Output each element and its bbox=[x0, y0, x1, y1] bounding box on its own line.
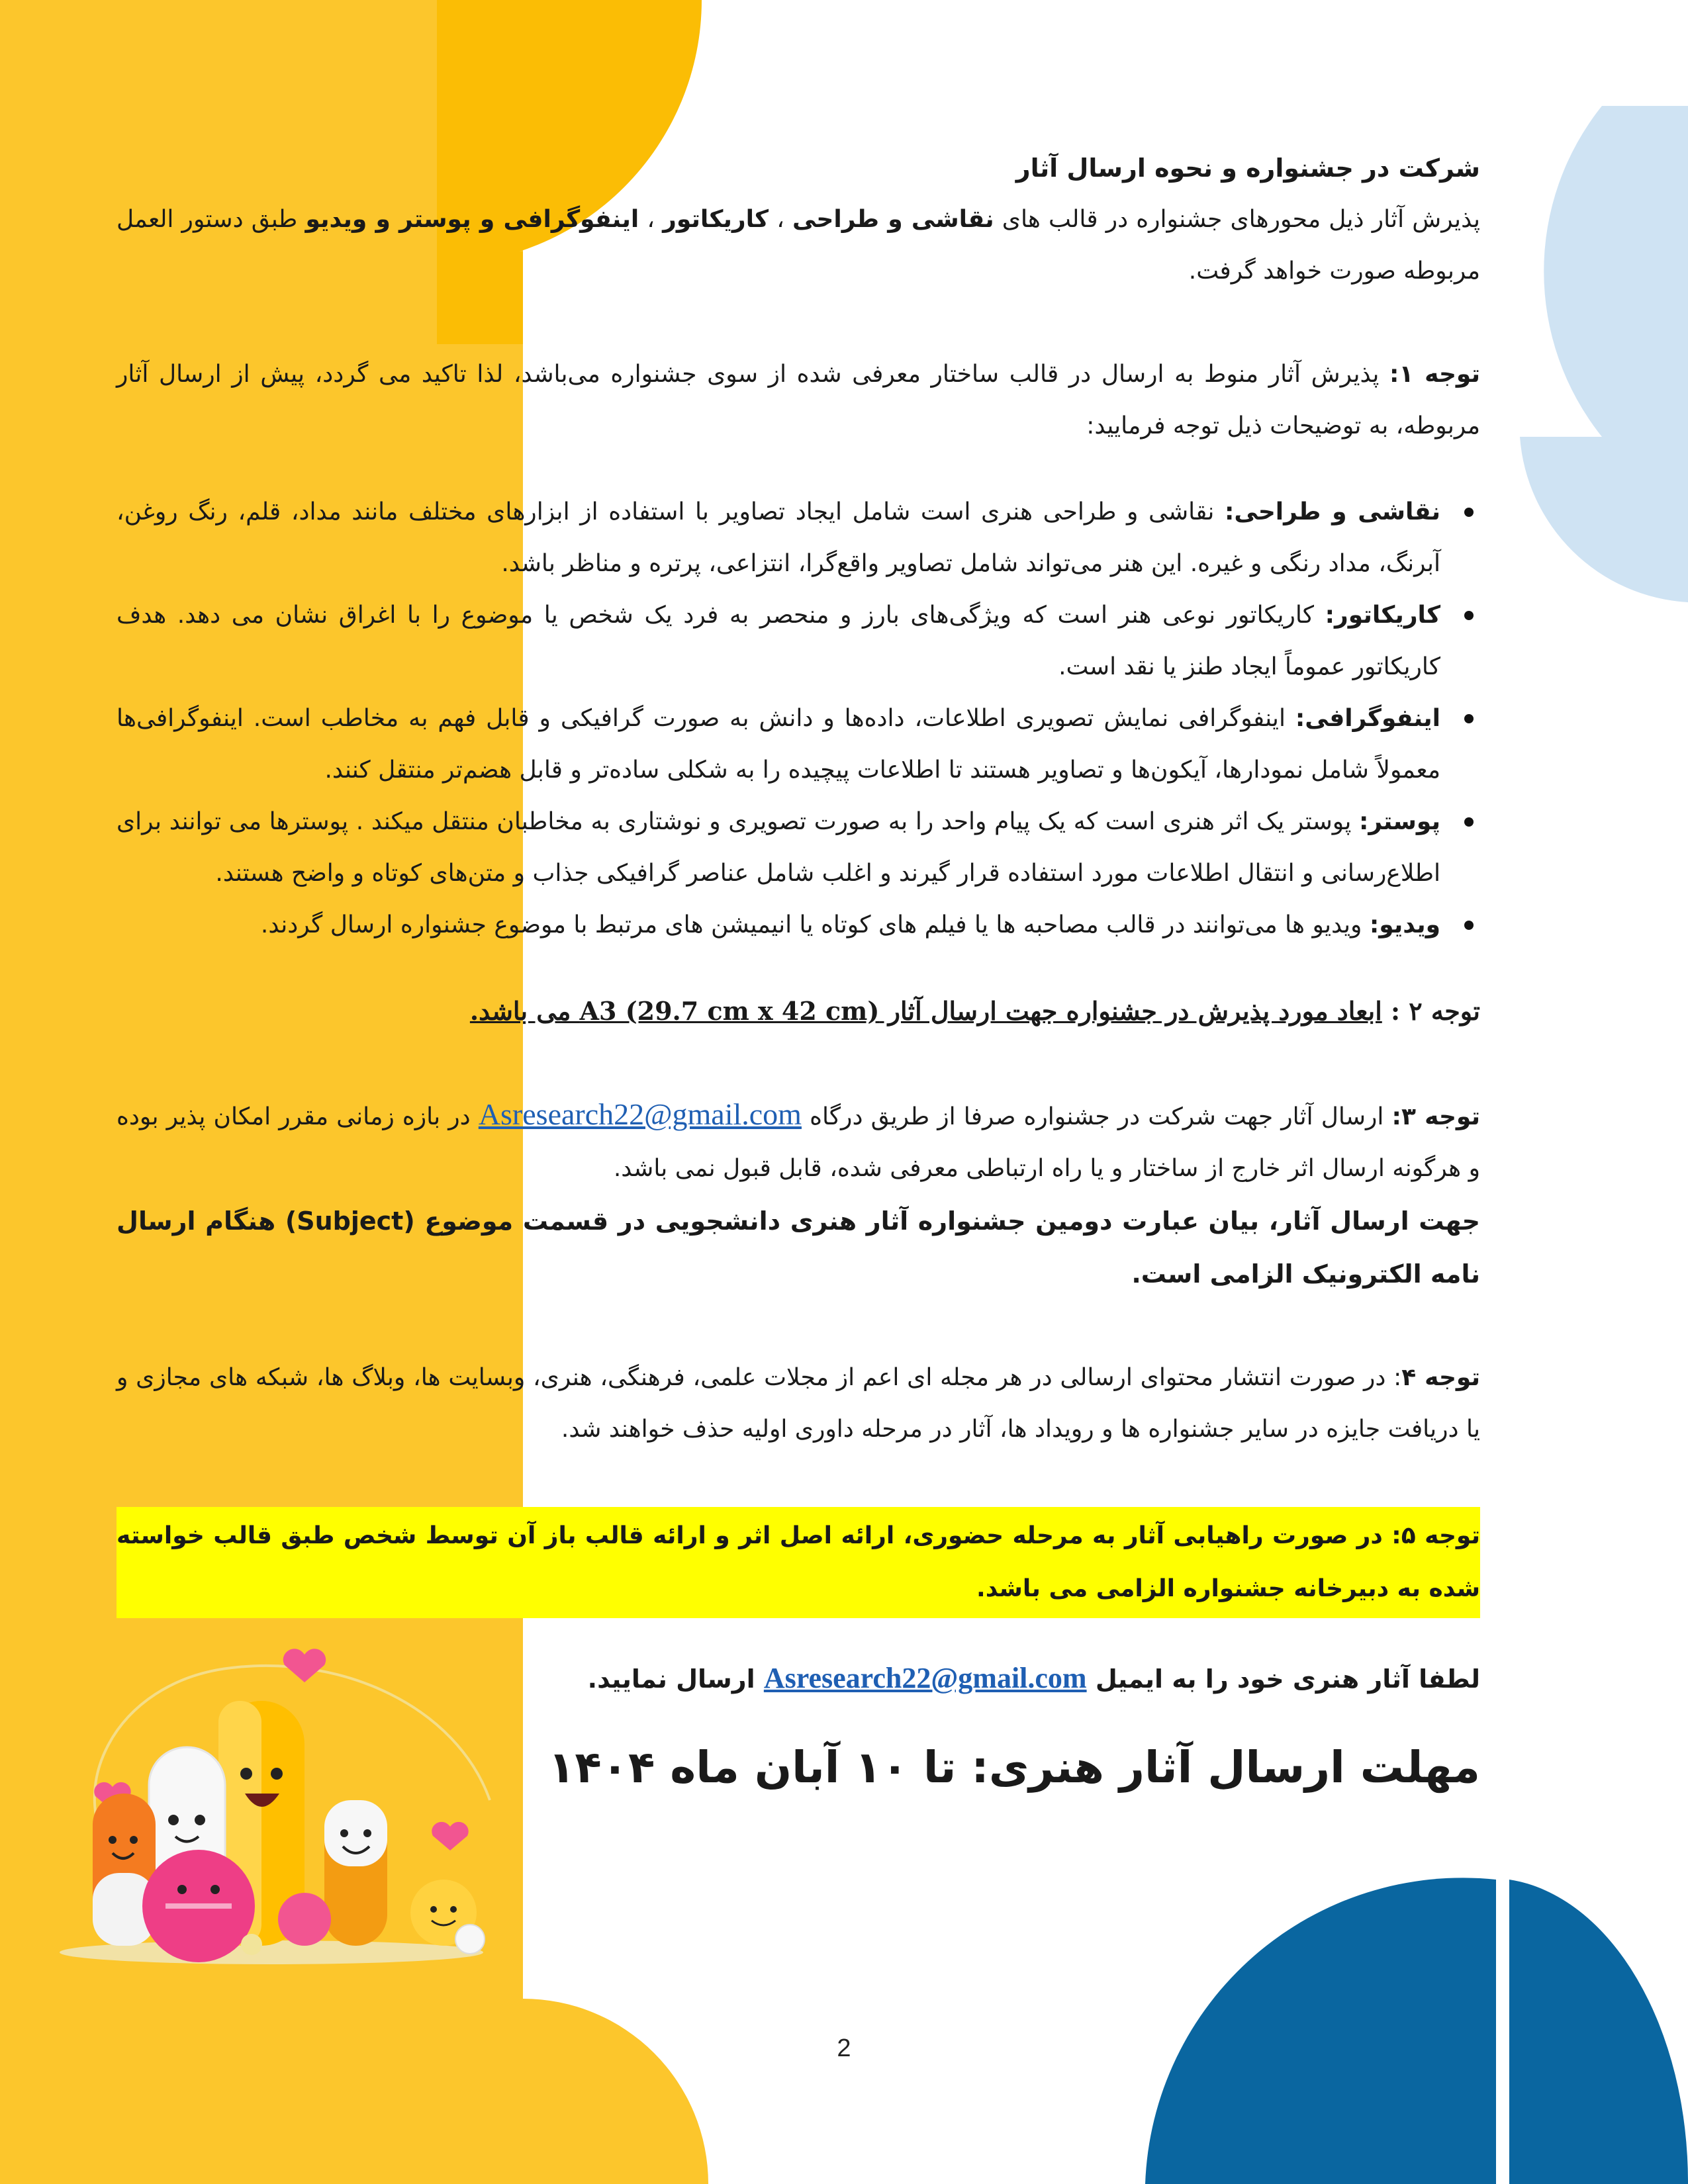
note-3 bbox=[117, 1089, 1480, 1195]
topic-desc: اینفوگرافی نمایش تصویری اطلاعات، داده‌ها و دانش به صورت گرافیکی و قابل فهم به مخاطب است. اینفوگرافی‌ها معمولاً شامل نمودارها، آیکون‌ها و تصاویر هستند تا اطلاعات پیچیده را به شکلی ساده‌تر و قابل هضم‌تر منتقل کنند. bbox=[117, 705, 1440, 784]
email-link[interactable]: Asresearch22@gmail.com bbox=[763, 1662, 1087, 1694]
intro-paragraph bbox=[117, 194, 1480, 297]
topic-term: کاریکاتور: bbox=[1325, 602, 1440, 629]
bottom-right-blue-quarter bbox=[1145, 1878, 1496, 2184]
note-5-highlight: توجه ۵: در صورت راهیابی آثار به مرحله حضوری، ارائه اصل اثر و ارائه قالب باز آن توسط شخص طبق قالب خواسته شده به دبیرخانه جشنواره الزامی می باشد. bbox=[117, 1507, 1480, 1618]
topic-term: اینفوگرافی: bbox=[1295, 705, 1440, 732]
note-3-text-2: در بازه زمانی مقرر امکان پذیر بوده و هرگونه ارسال اثر خارج از ساختار و یا راه ارتباطی معرفی شده، قابل قبول نمی باشد. bbox=[117, 1103, 1480, 1182]
note-2-text: ابعاد مورد پذیرش در جشنواره جهت ارسال آثار A3 (29.7 cm x 42 cm) می باشد. bbox=[469, 996, 1382, 1026]
note-3-text-1: ارسال آثار جهت شرکت در جشنواره صرفا از طریق درگاه bbox=[801, 1103, 1392, 1130]
topic-desc: کاریکاتور نوعی هنر است که ویژگی‌های بارز و منحصر به فرد یک شخص یا موضوع را با اغراق نشان می دهد. هدف کاریکاتور عموماً ایجاد طنز یا نقد است. bbox=[117, 602, 1440, 680]
topics-list bbox=[117, 486, 1480, 951]
email-link[interactable]: Asresearch22@gmail.com bbox=[478, 1097, 802, 1131]
note-3-label: توجه ۳: bbox=[1391, 1103, 1481, 1130]
intro-bold-infographic: اینفوگرافی و پوستر و ویدیو bbox=[305, 206, 639, 233]
right-blue-quarter-top bbox=[1544, 106, 1688, 437]
right-blue-rect-bottom bbox=[1520, 437, 1688, 602]
intro-bold-painting: نقاشی و طراحی bbox=[792, 206, 994, 233]
send-email-line bbox=[117, 1653, 1480, 1705]
list-item bbox=[117, 590, 1440, 693]
intro-text-3: ، bbox=[639, 206, 663, 233]
topic-term: پوستر: bbox=[1359, 808, 1440, 835]
send-email-text-1: لطفا آثار هنری خود را به ایمیل bbox=[1086, 1664, 1480, 1694]
page-content bbox=[117, 142, 1480, 1804]
send-email-text-2: ارسال نمایید. bbox=[587, 1664, 764, 1694]
note-1-text: پذیرش آثار منوط به ارسال در قالب ساختار معرفی شده از سوی جشنواره می‌باشد، لذا تاکید می گردد، پیش از ارسال آثار مربوطه، به توضیحات ذیل توجه فرمایید: bbox=[117, 361, 1480, 439]
topic-term: نقاشی و طراحی: bbox=[1225, 498, 1440, 525]
intro-bold-caricature: کاریکاتور bbox=[663, 206, 769, 233]
intro-text-4: طبق دستور العمل مربوطه صورت خواهد گرفت. bbox=[117, 206, 1480, 285]
note-4-label: توجه ۴ bbox=[1401, 1364, 1480, 1391]
list-item bbox=[117, 899, 1440, 951]
page-number: 2 bbox=[837, 2034, 851, 2062]
note-2 bbox=[117, 985, 1480, 1037]
heart-icon bbox=[432, 1822, 468, 1850]
intro-text-2: ، bbox=[769, 206, 792, 233]
intro-text-1: پذیرش آثار ذیل محورهای جشنواره در قالب های bbox=[994, 206, 1480, 233]
topic-desc: ویدیو ها می‌توانند در قالب مصاحبه ها یا فیلم های کوتاه یا انیمیشن های مرتبط با موضوع جشنواره ارسال گردند. bbox=[260, 911, 1370, 938]
list-item bbox=[117, 693, 1440, 796]
note-1-label: توجه ۱: bbox=[1389, 361, 1480, 388]
list-item bbox=[117, 486, 1440, 590]
subject-rule: جهت ارسال آثار، بیان عبارت دومین جشنواره آثار هنری دانشجویی در قسمت موضوع (Subject) هنگام ارسال نامه الکترونیک الزامی است. bbox=[117, 1206, 1480, 1289]
bottom-right-blue-half bbox=[1509, 1880, 1688, 2184]
deadline-title: مهلت ارسال آثار هنری: تا ۱۰ آبان ماه ۱۴۰۴ bbox=[548, 1742, 1480, 1793]
note-4-text: : در صورت انتشار محتوای ارسالی در هر مجله ای اعم از مجلات علمی، فرهنگی، هنری، وبسایت ها، وبلاگ ها، شبکه های مجازی و یا دریافت جایزه در سایر جشنواره ها و رویداد ها، آثار در مرحله داوری اولیه حذف خواهند شد. bbox=[117, 1364, 1480, 1443]
topic-desc: پوستر یک اثر هنری است که یک پیام واحد را به صورت تصویری و نوشتاری به مخاطبان منتقل میکند . پوسترها می توانند برای اطلاع‌رسانی و انتقال اطلاعات مورد استفاده قرار گیرند و اغلب شامل عناصر گرافیکی جذاب و متن‌های کوتاه و واضح هستند. bbox=[117, 808, 1440, 887]
note-4 bbox=[117, 1352, 1480, 1455]
topic-desc: نقاشی و طراحی هنری است شامل ایجاد تصاویر با استفاده از ابزارهای مختلف مانند مداد، قلم، رنگ روغن، آبرنگ، مداد رنگی و غیره. این هنر می‌تواند شامل تصاویر واقع‌گرا، انتزاعی، پرتره و مناظر باشد. bbox=[117, 498, 1440, 577]
note-1 bbox=[117, 349, 1480, 452]
note-2-label: توجه ۲ : bbox=[1382, 996, 1480, 1026]
section-heading: شرکت در جشنواره و نحوه ارسال آثار bbox=[1015, 154, 1480, 183]
list-item bbox=[117, 796, 1440, 899]
topic-term: ویدیو: bbox=[1369, 911, 1440, 938]
